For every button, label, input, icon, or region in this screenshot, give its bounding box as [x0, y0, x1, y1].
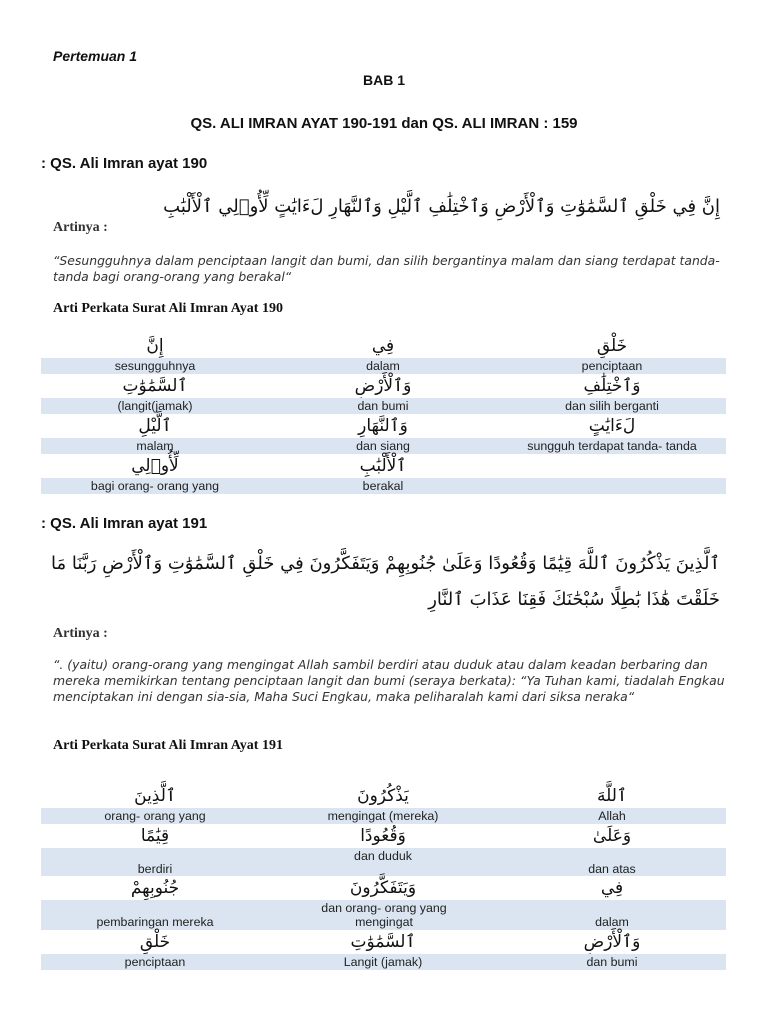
translation-191: “. (yaitu) orang-orang yang mengingat Allah sambil berdiri atau duduk atau dalam keadan berbaring dan mereka memikirkan tentang penciptaan langit dan bumi (seraya berkata): “Ya Tuhan kami, tiadalah Engkau menciptakan ini dengan sia-sia, Maha Suci Engkau, maka peliharalah kami dari siksa neraka“ [53, 657, 725, 704]
arabic-word: وَعَلَىٰ [592, 826, 632, 846]
table-row [41, 374, 726, 398]
arabic-word: ٱللَّهَ [597, 786, 627, 806]
table-row [41, 438, 726, 454]
word-meaning: dan orang- orang yang mengingat [321, 901, 447, 929]
arabic-verse-191-line1: ٱلَّذِينَ يَذْكُرُونَ ٱللَّهَ قِيَٰمًا وَقُعُودًا وَعَلَىٰ جُنُوبِهِمْ وَيَتَفَكَّرُونَ فِي خَلْقِ ٱلسَّمَٰوَٰتِ وَٱلْأَرْضِ رَبَّنَا مَا [50, 553, 720, 574]
arabic-word: ٱلسَّمَٰوَٰتِ [350, 932, 416, 952]
word-meaning: Langit (jamak) [343, 955, 423, 969]
arabic-word: وَٱلْأَرْضِ [583, 932, 641, 952]
section-heading-190: : QS. Ali Imran ayat 190 [41, 155, 208, 172]
arabic-word: ٱلْأَلْبَٰبِ [359, 456, 407, 476]
word-meaning: mengingat (mereka) [327, 809, 439, 823]
table-row [41, 784, 726, 808]
word-meaning: berdiri [137, 862, 173, 876]
section-heading-191: : QS. Ali Imran ayat 191 [41, 515, 208, 532]
arabic-word: فِي [600, 878, 624, 898]
word-meaning: Allah [598, 809, 626, 823]
perkata-title-191: Arti Perkata Surat Ali Imran Ayat 191 [53, 738, 283, 753]
table-row [41, 334, 726, 358]
table-row [41, 848, 726, 876]
word-meaning: dalam [366, 359, 400, 373]
arabic-verse-190: إِنَّ فِي خَلْقِ ٱلسَّمَٰوَٰتِ وَٱلْأَرْضِ وَٱخْتِلَٰفِ ٱلَّيْلِ وَٱلنَّهَارِ لَءَايَٰتٍ لِّأُو۟لِي ٱلْأَلْبَٰبِ [163, 196, 720, 217]
perkata-title-190: Arti Perkata Surat Ali Imran Ayat 190 [53, 301, 283, 316]
word-meaning: berakal [362, 479, 404, 493]
arabic-word: ٱلَّذِينَ [134, 786, 176, 806]
word-table-190 [41, 334, 726, 494]
word-meaning: dan silih berganti [565, 399, 659, 413]
meeting-label: Pertemuan 1 [53, 48, 138, 64]
arabic-word: ٱلسَّمَٰوَٰتِ [122, 376, 188, 396]
word-meaning: dan atas [588, 862, 636, 876]
arabic-word: خَلْقِ [139, 932, 171, 952]
page-title: QS. ALI IMRAN AYAT 190-191 dan QS. ALI IMRAN : 159 [190, 115, 578, 132]
word-meaning: dan duduk [354, 849, 412, 863]
arabic-word: قِيَٰمًا [140, 826, 170, 846]
arabic-word: وَقُعُودًا [360, 826, 406, 846]
arabic-word: فِي [371, 336, 395, 356]
word-meaning: sesungguhnya [114, 359, 196, 373]
arabic-word: جُنُوبِهِمْ [130, 878, 180, 898]
word-meaning: penciptaan [581, 359, 643, 373]
word-meaning: (langit(jamak) [117, 399, 193, 413]
word-meaning: dan bumi [586, 955, 638, 969]
artinya-label-191: Artinya : [53, 626, 108, 641]
arabic-word: ٱلَّيْلِ [138, 416, 172, 436]
word-meaning: bagi orang- orang yang [90, 479, 220, 493]
arabic-verse-191-line2: خَلَقْتَ هَٰذَا بَٰطِلًا سُبْحَٰنَكَ فَقِنَا عَذَابَ ٱلنَّارِ [428, 589, 720, 610]
arabic-word: لَءَايَٰتٍ [588, 416, 636, 436]
table-row [41, 930, 726, 954]
arabic-word: إِنَّ [146, 336, 164, 356]
word-meaning: malam [136, 439, 174, 453]
arabic-word: وَٱخْتِلَٰفِ [583, 376, 641, 396]
word-table-191 [41, 784, 726, 970]
artinya-label-190: Artinya : [53, 220, 108, 235]
word-meaning: sungguh terdapat tanda- tanda [527, 439, 697, 453]
arabic-word: وَٱلنَّهَارِ [358, 416, 408, 436]
table-row [41, 358, 726, 374]
word-meaning: penciptaan [124, 955, 186, 969]
word-meaning: pembaringan mereka [96, 915, 214, 929]
table-row [41, 900, 726, 930]
table-row [41, 478, 726, 494]
word-meaning: dalam [595, 915, 629, 929]
table-row [41, 876, 726, 900]
arabic-word: وَيَتَفَكَّرُونَ [349, 878, 417, 898]
table-row [41, 414, 726, 438]
word-meaning: dan bumi [357, 399, 409, 413]
arabic-word: خَلْقِ [596, 336, 628, 356]
chapter-label: BAB 1 [362, 72, 405, 88]
arabic-word: يَذْكُرُونَ [357, 786, 409, 806]
table-row [41, 808, 726, 824]
arabic-word: وَٱلْأَرْضِ [354, 376, 412, 396]
table-row [41, 398, 726, 414]
table-row [41, 954, 726, 970]
translation-190: “Sesungguhnya dalam penciptaan langit dan bumi, dan silih bergantinya malam dan siang terdapat tanda-tanda bagi orang-orang yang berakal“ [53, 253, 720, 284]
table-row [41, 824, 726, 848]
table-row [41, 454, 726, 478]
word-meaning: orang- orang yang [104, 809, 206, 823]
arabic-word: لِّأُو۟لِي [131, 456, 179, 476]
word-meaning: dan siang [356, 439, 410, 453]
